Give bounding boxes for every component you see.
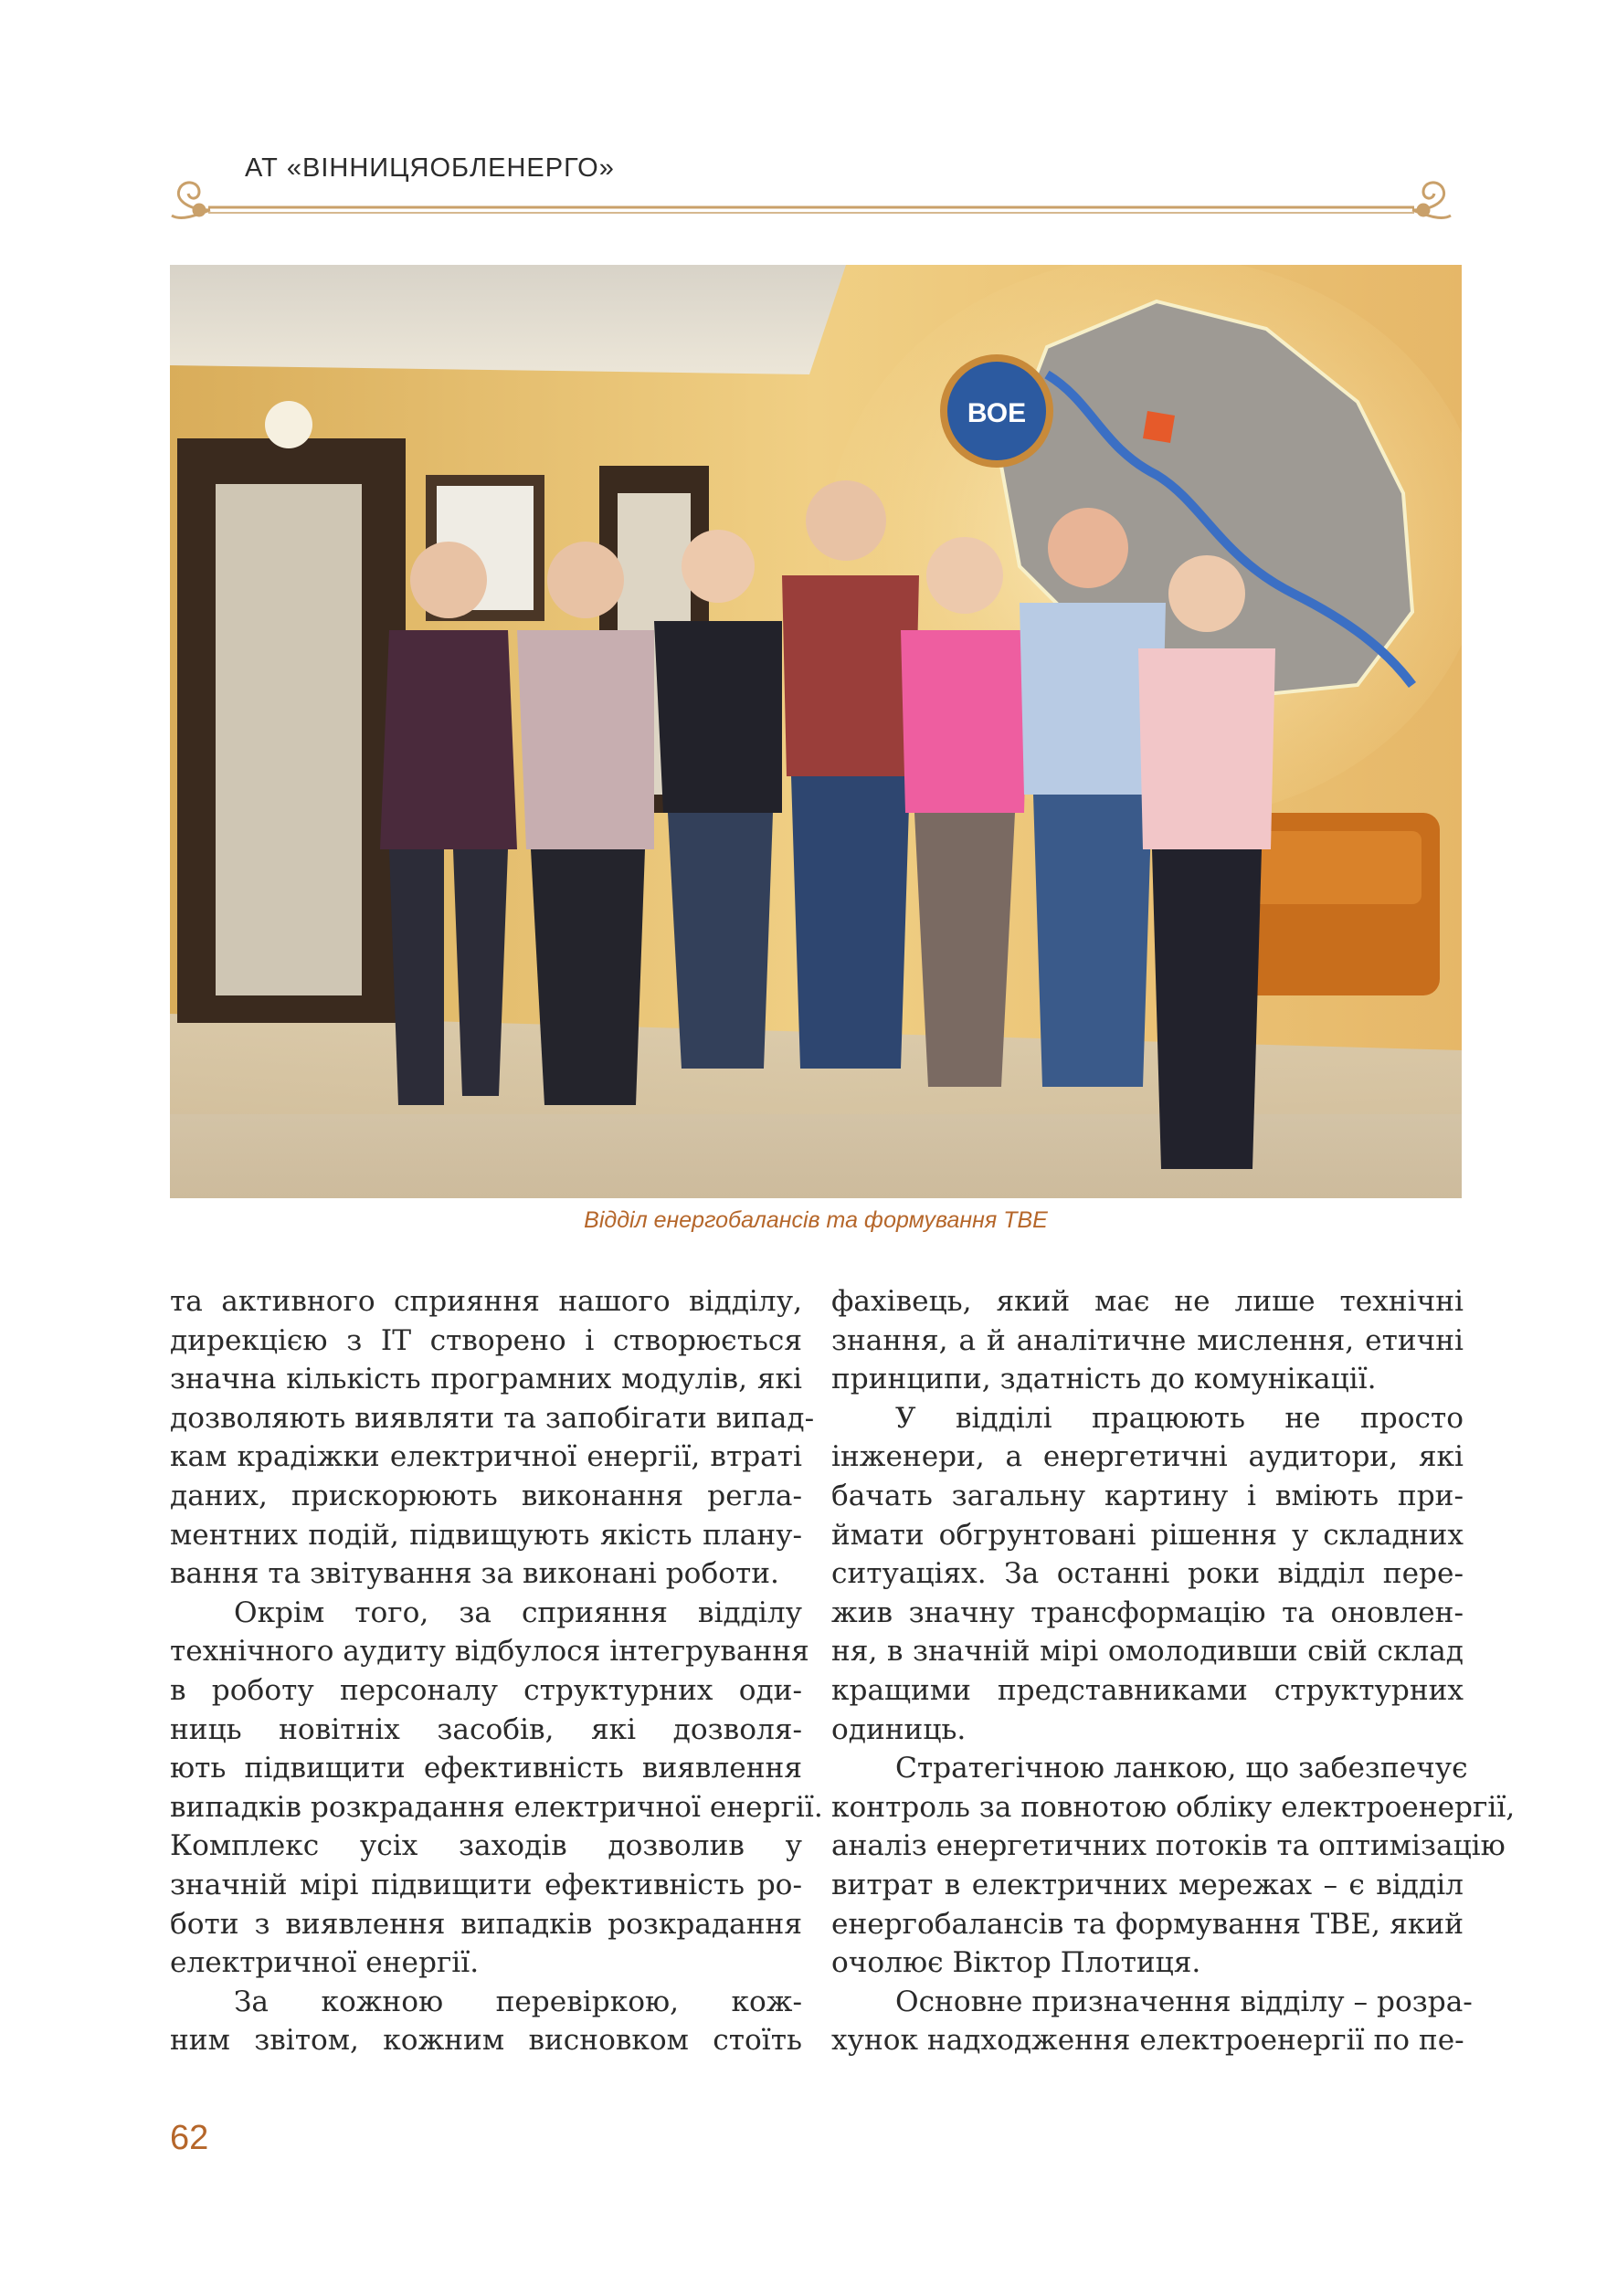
text-line: ниць новітніх засобів, які дозволя- bbox=[170, 1712, 802, 1746]
text-line: технічного аудиту відбулося інтегрування bbox=[170, 1635, 809, 1669]
text-line: випадків розкрадання електричної енергії. bbox=[170, 1790, 823, 1824]
text-line: боти з виявлення випадків розкрадання bbox=[170, 1907, 802, 1941]
text-line: бачать загальну картину і вміють при- bbox=[831, 1479, 1464, 1512]
text-line: Окрім того, за сприяння відділу bbox=[234, 1596, 802, 1629]
text-line: дозволяють виявляти та запобігати випад- bbox=[170, 1401, 815, 1435]
text-line: даних, прискорюють виконання регла- bbox=[170, 1479, 802, 1512]
text-line: енергобалансів та формування ТВЕ, який bbox=[831, 1907, 1464, 1941]
text-line: знання, а й аналітичне мислення, етичні bbox=[831, 1323, 1464, 1357]
text-line: дирекцією з ІТ створено і створюється bbox=[170, 1323, 802, 1357]
left-text-column bbox=[170, 1282, 823, 2060]
text-line: фахівець, який має не лише технічні bbox=[831, 1285, 1464, 1318]
text-line: та активного сприяння нашого відділу, bbox=[170, 1285, 802, 1318]
text-line: хунок надходження електроенергії по пе- bbox=[831, 2024, 1464, 2058]
text-line: значній мірі підвищити ефективність ро- bbox=[170, 1868, 802, 1901]
right-text-column bbox=[831, 1282, 1516, 2060]
text-line: ймати обгрунтовані рішення у складних bbox=[831, 1518, 1464, 1552]
group-photo-illustration bbox=[170, 265, 1462, 1198]
text-line: ситуаціях. За останні роки відділ пере- bbox=[831, 1557, 1464, 1591]
text-line: інженери, а енергетичні аудитори, які bbox=[831, 1440, 1464, 1474]
text-line: Стратегічною ланкою, що забезпечує bbox=[895, 1752, 1468, 1785]
text-line: У відділі працюють не просто bbox=[895, 1401, 1464, 1435]
photo-caption: Відділ енергобалансів та формування ТВЕ bbox=[584, 1207, 1048, 1233]
text-line: аналіз енергетичних потоків та оптимізацію bbox=[831, 1829, 1506, 1863]
text-line: Основне призначення відділу – розра- bbox=[895, 1985, 1473, 2018]
page-number: 62 bbox=[170, 2119, 209, 2157]
text-line: одиниць. bbox=[831, 1712, 967, 1746]
text-line: очолює Віктор Плотиця. bbox=[831, 1946, 1201, 1980]
text-line: витрат в електричних мережах – є відділ bbox=[831, 1868, 1464, 1901]
text-line: ня, в значній мірі омолодивши свій склад bbox=[831, 1635, 1464, 1669]
text-line: ють підвищити ефективність виявлення bbox=[170, 1752, 802, 1785]
text-line: вання та звітування за виконані роботи. bbox=[170, 1557, 779, 1591]
group-photo bbox=[170, 265, 1462, 1198]
text-line: контроль за повнотою обліку електроенергії, bbox=[831, 1790, 1516, 1824]
header-ornament bbox=[163, 174, 1460, 226]
text-line: За кожною перевіркою, кож- bbox=[234, 1985, 802, 2018]
logo-text: ВОЕ bbox=[967, 398, 1027, 428]
text-line: значна кількість програмних модулів, які bbox=[170, 1363, 802, 1396]
text-line: жив значну трансформацію та оновлен- bbox=[831, 1596, 1464, 1629]
text-line: Комплекс усіх заходів дозволив у bbox=[170, 1829, 802, 1863]
text-line: електричної енергії. bbox=[170, 1946, 480, 1980]
text-line: принципи, здатність до комунікації. bbox=[831, 1363, 1377, 1396]
text-line: кам крадіжки електричної енергії, втраті bbox=[170, 1440, 802, 1474]
text-line: кращими представниками структурних bbox=[831, 1673, 1464, 1707]
text-line: ним звітом, кожним висновком стоїть bbox=[170, 2024, 802, 2058]
running-header-title: АТ «ВІННИЦЯОБЛЕНЕРГО» bbox=[245, 153, 615, 183]
text-line: в роботу персоналу структурних оди- bbox=[170, 1673, 802, 1707]
text-line: ментних подій, підвищують якість плану- bbox=[170, 1518, 802, 1552]
